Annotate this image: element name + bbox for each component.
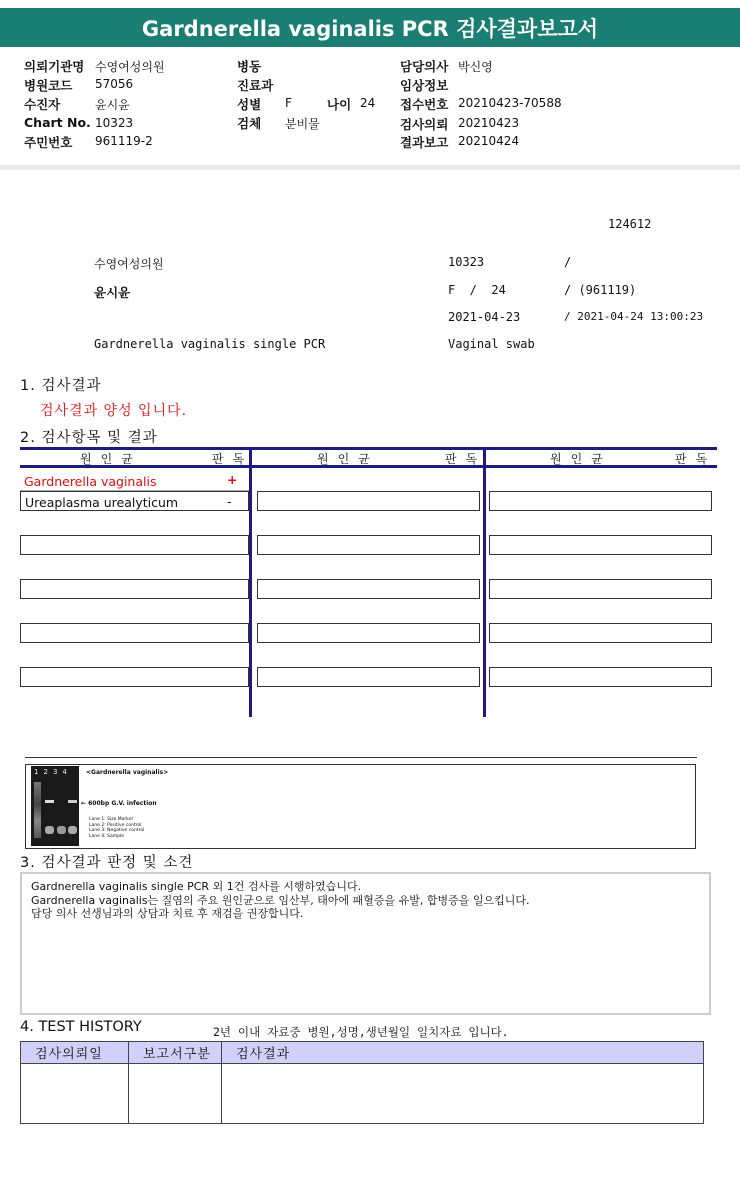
col-header-result: 판독 (445, 452, 487, 466)
history-header-result: 검사결과 (222, 1042, 704, 1064)
hospital-code-label: 병원코드 (24, 78, 73, 93)
gel-band-sample (68, 800, 77, 803)
institution-value: 수영여성의원 (95, 60, 165, 74)
chart-no-label: Chart No. (24, 115, 91, 130)
gel-image (31, 766, 79, 846)
gel-lane-label: 2 (43, 768, 53, 776)
result-row (20, 623, 249, 643)
gel-legend (89, 817, 144, 839)
interpretation-box (20, 872, 711, 1015)
result-row (489, 491, 712, 511)
gel-legend-item: Lane 4: Sample (89, 833, 124, 839)
summary-patient: 윤시윤 (94, 285, 131, 300)
summary-birth: / (961119) (564, 283, 637, 297)
chart-no-value: 10323 (95, 116, 134, 130)
summary-chart-no: 10323 (448, 255, 485, 269)
gel-title: <Gardnerella vaginalis> (86, 769, 169, 776)
report-label: 결과보고 (400, 135, 449, 150)
request-label: 검사의뢰 (400, 117, 449, 132)
col-header-pathogen: 원인균 (80, 452, 142, 466)
history-cell (129, 1064, 222, 1124)
receipt-no-value: 20210423-70588 (458, 96, 562, 110)
result-row (489, 667, 712, 687)
institution-label: 의뢰기관명 (24, 59, 85, 74)
gel-legend-item: Lane 3: Negative control (89, 828, 145, 833)
history-header-request-date: 검사의뢰일 (21, 1042, 129, 1064)
result-row (257, 667, 480, 687)
specimen-value: 분비물 (285, 117, 320, 131)
section3-title: 3. 검사결과 판정 및 소견 (20, 855, 194, 871)
section1-title: 1. 검사결과 (20, 378, 102, 394)
gel-lane-label: 3 (52, 768, 63, 776)
history-header-report-type: 보고서구분 (129, 1042, 222, 1064)
gel-band (68, 826, 77, 834)
hospital-code-value: 57056 (95, 77, 134, 91)
col-header-result: 판독 (212, 452, 254, 466)
doctor-label: 담당의사 (400, 59, 449, 74)
summary-sex-age: F / 24 (448, 283, 506, 297)
request-date-value: 20210423 (458, 116, 520, 130)
result-row (257, 623, 480, 643)
section4-title: 4. TEST HISTORY (20, 1019, 142, 1035)
history-row (21, 1064, 704, 1124)
sex-label: 성별 (237, 97, 262, 112)
patient-label: 수진자 (24, 97, 61, 112)
specimen-label: 검체 (237, 116, 262, 131)
result-row (489, 623, 712, 643)
gel-arrow-annotation (81, 800, 157, 807)
pathogen-name: Ureaplasma urealyticum (25, 495, 179, 510)
result-row (20, 667, 249, 687)
interpretation-line: 담당 의사 선생님과의 상담과 치료 후 재검을 권장합니다. (31, 907, 304, 920)
result-row (489, 535, 712, 555)
department-label: 진료과 (237, 78, 274, 93)
gel-top-rule (25, 757, 697, 758)
clinical-info-label: 임상정보 (400, 78, 449, 93)
result-row (257, 579, 480, 599)
interpretation-line: Gardnerella vaginalis single PCR 외 1건 검사를 시행하였습니다. (31, 880, 362, 893)
history-note: 2년 이내 자료중 병원,성명,생년월일 일치자료 입니다. (213, 1025, 509, 1039)
doctor-value: 박신영 (458, 60, 493, 74)
gel-marker-ladder (34, 782, 41, 838)
section2-title: 2. 검사항목 및 결과 (20, 430, 158, 446)
column-divider (483, 447, 486, 717)
result-row (257, 491, 480, 511)
col-header-pathogen: 원인균 (317, 452, 379, 466)
interpretation-line: Gardnerella vaginalis는 질염의 주요 원인균으로 임산부, 태아에 패혈증을 유발, 합병증을 일으킵니다. (31, 893, 530, 907)
pathogen-name: Gardnerella vaginalis (24, 474, 157, 489)
gel-legend-item: Lane 1: Size Marker (89, 817, 134, 822)
resident-no-value: 961119-2 (95, 134, 153, 148)
patient-value: 윤시윤 (95, 98, 130, 112)
result-row (257, 535, 480, 555)
history-table (20, 1041, 704, 1124)
summary-institution: 수영여성의원 (94, 257, 164, 271)
summary-test-name: Gardnerella vaginalis single PCR (94, 337, 326, 351)
history-cell (222, 1064, 704, 1124)
result-row (489, 579, 712, 599)
column-divider (249, 447, 252, 717)
summary-report-datetime: / 2021-04-24 13:00:23 (564, 310, 704, 323)
age-value: 24 (360, 96, 376, 110)
gel-lane-label: 1 (34, 768, 44, 776)
gel-legend-item: Lane 2: Positive control (89, 822, 142, 828)
col-header-pathogen: 원인균 (550, 452, 612, 466)
history-cell (21, 1064, 129, 1124)
ward-label: 병동 (237, 59, 262, 74)
receipt-no-label: 접수번호 (400, 97, 449, 112)
report-date-value: 20210424 (458, 134, 520, 148)
resident-no-label: 주민번호 (24, 135, 73, 150)
summary-request-date: 2021-04-23 (448, 310, 521, 324)
sex-value: F (285, 96, 292, 110)
header-divider (0, 165, 740, 170)
report-title: Gardnerella vaginalis PCR 검사결과보고서 (0, 8, 740, 47)
positive-result-text: 검사결과 양성 입니다. (40, 403, 188, 419)
result-row (20, 535, 249, 555)
gel-band (57, 826, 66, 834)
age-label: 나이 (327, 97, 352, 112)
pathogen-result: - (227, 494, 232, 509)
summary-slash: / (564, 255, 572, 269)
gel-band-positive (45, 800, 54, 803)
sample-number: 124612 (608, 217, 652, 231)
pathogen-result: + (227, 472, 238, 487)
col-header-result: 판독 (675, 452, 717, 466)
summary-specimen: Vaginal swab (448, 337, 535, 351)
result-row (20, 579, 249, 599)
gel-lane-label: 4 (62, 768, 72, 776)
gel-arrow-label: 600bp G.V. infection (88, 800, 157, 807)
gel-band (45, 826, 54, 834)
arrow-left-icon: ← (81, 800, 87, 807)
